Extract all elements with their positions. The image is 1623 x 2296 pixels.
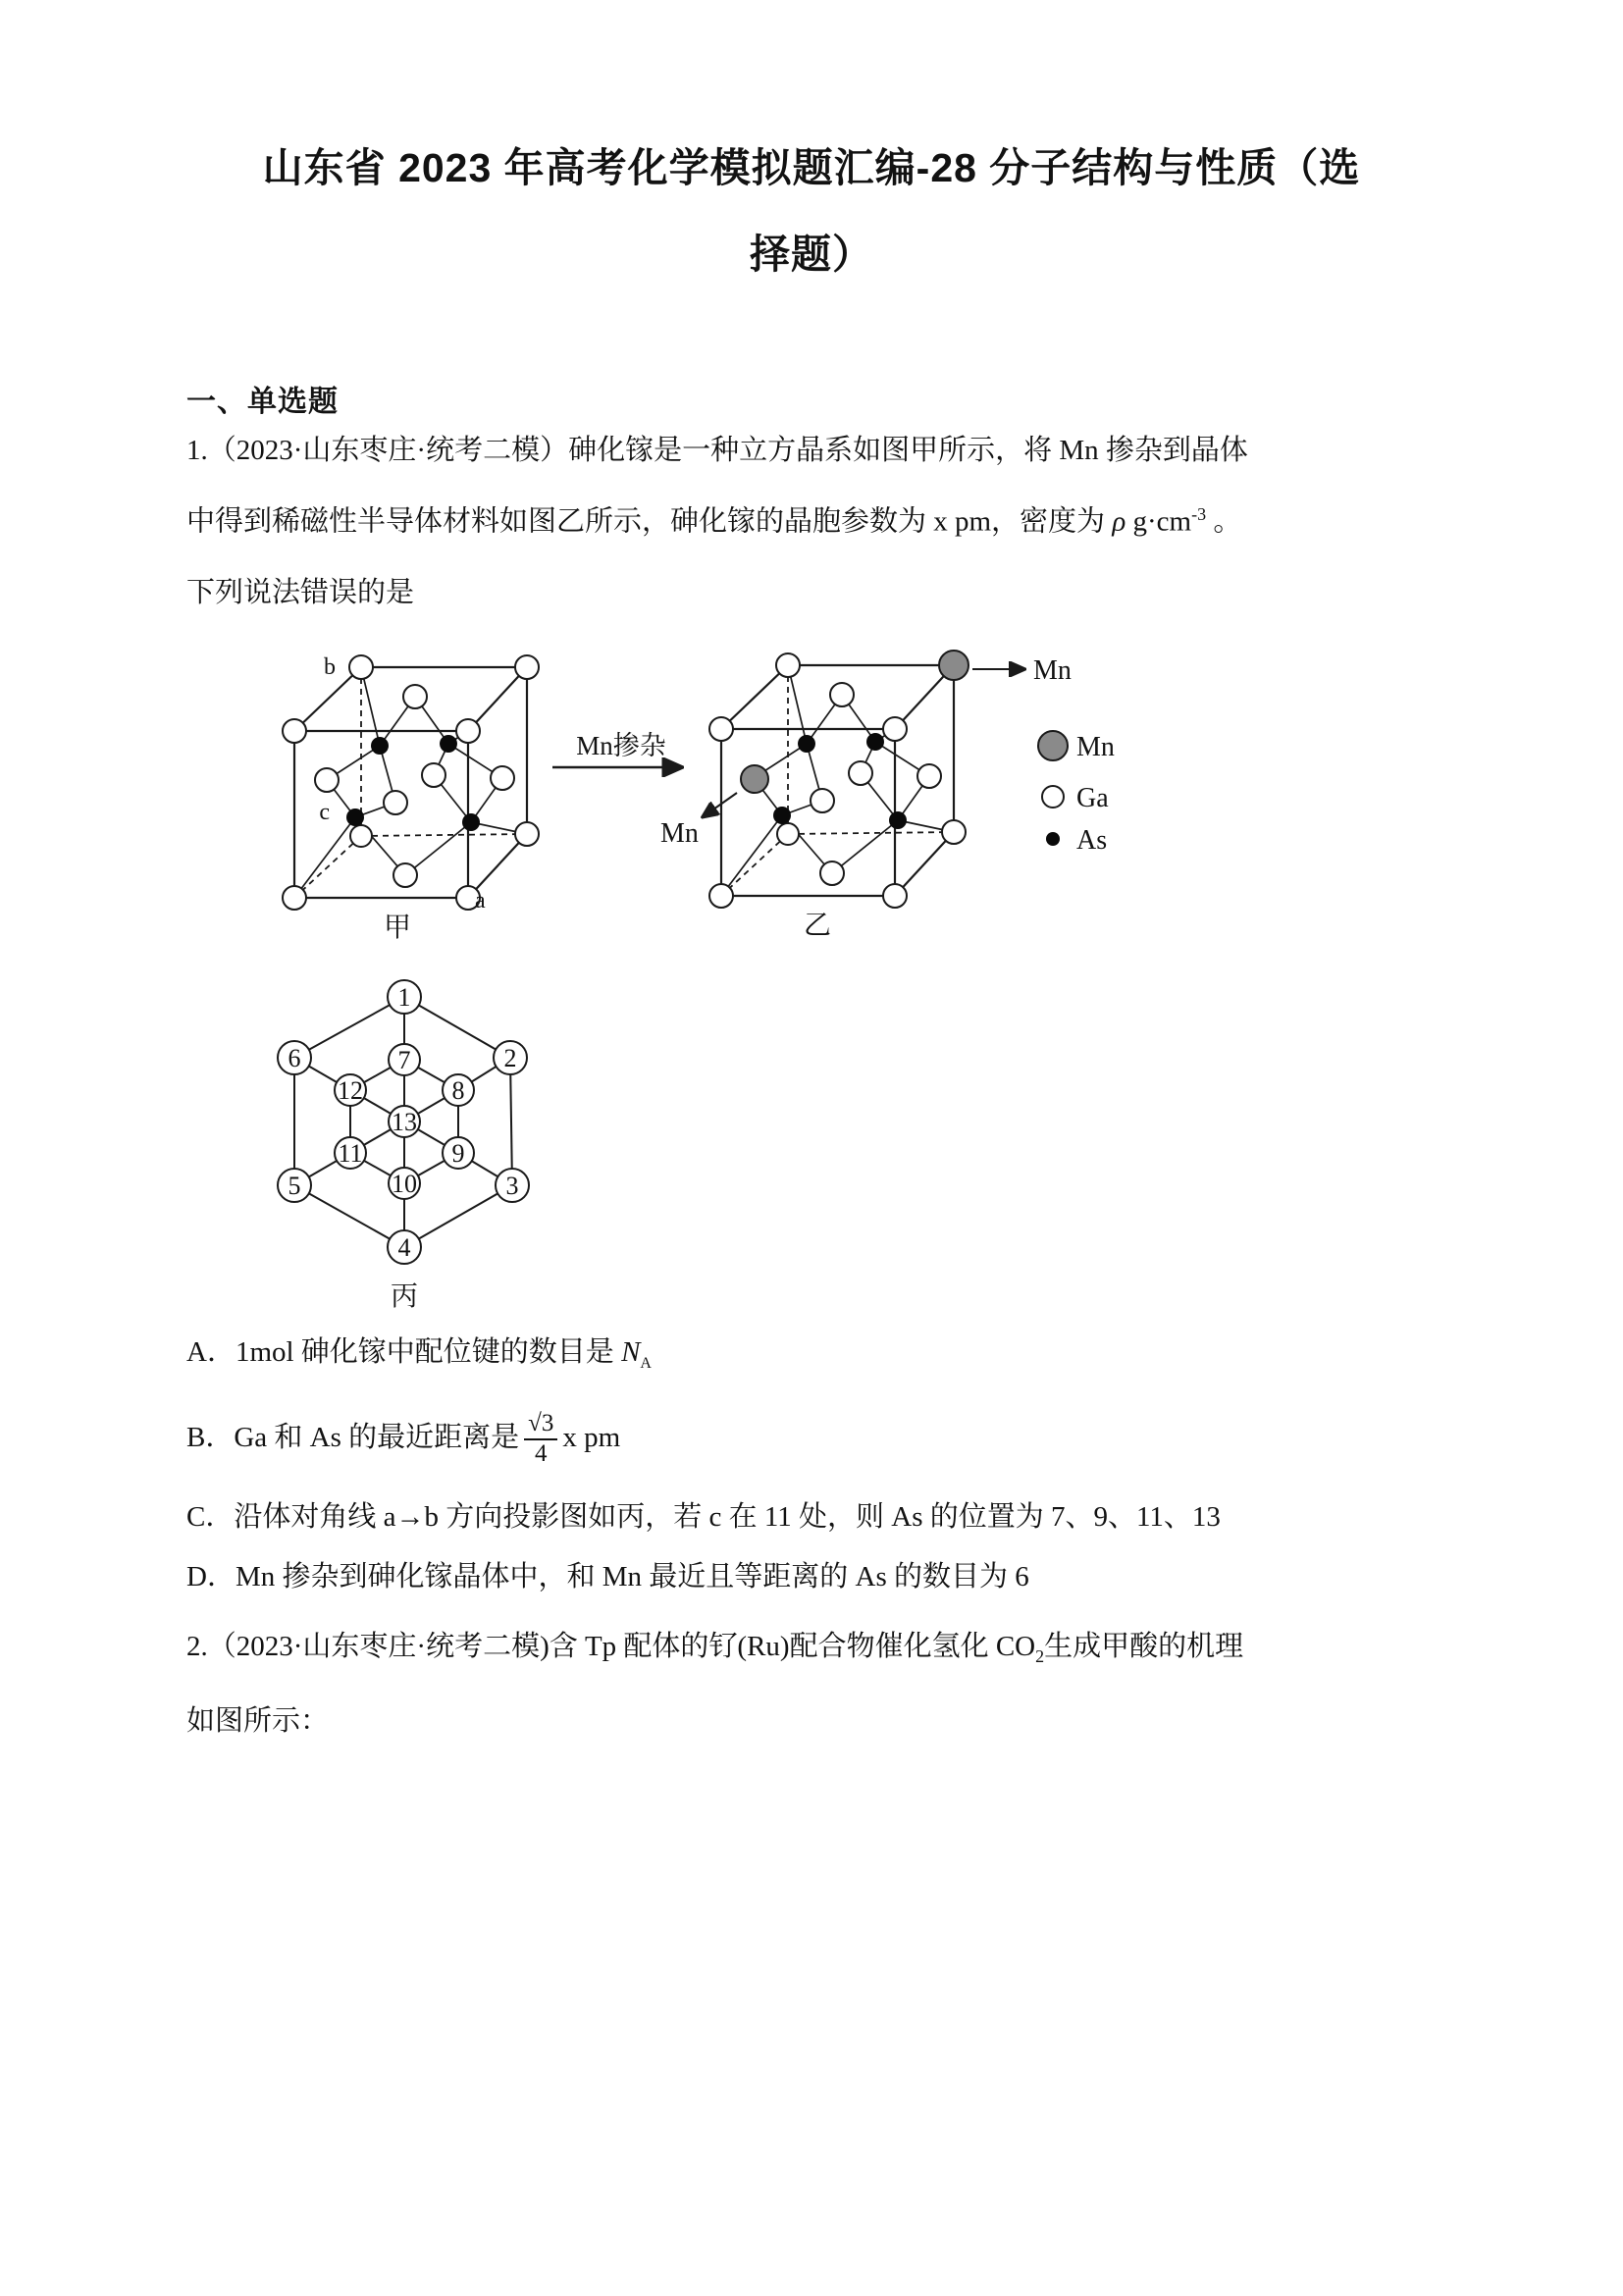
question2-stem-line2: 如图所示： bbox=[186, 1705, 330, 1737]
fraction-numerator: √3 bbox=[524, 1410, 557, 1440]
hex-node-number: 6 bbox=[288, 1044, 301, 1072]
crystal-structure-figure bbox=[182, 633, 1153, 962]
legend-ga-swatch bbox=[1042, 786, 1064, 808]
fraction-denominator: 4 bbox=[535, 1439, 548, 1467]
page-title-line1: 山东省 2023 年高考化学模拟题汇编-28 分子结构与性质（选 bbox=[262, 145, 1361, 190]
legend-mn-label: Mn bbox=[1076, 732, 1115, 762]
figure-legend bbox=[1038, 731, 1115, 856]
density-unit: g·cm bbox=[1126, 505, 1192, 538]
mn-callout-top-label: Mn bbox=[1033, 655, 1072, 686]
axis-label-b: b bbox=[324, 654, 336, 680]
legend-item-mn bbox=[1038, 731, 1115, 762]
question1-stem-line2 bbox=[186, 503, 1241, 541]
cell-label-yi: 乙 bbox=[803, 911, 832, 941]
hex-node-number: 12 bbox=[338, 1076, 363, 1105]
option-a bbox=[186, 1334, 652, 1375]
page-title-line2: 择题） bbox=[750, 232, 873, 277]
mn-atom-corner bbox=[939, 651, 969, 680]
legend-item-as bbox=[1046, 825, 1107, 856]
density-exponent: -3 bbox=[1191, 504, 1207, 524]
option-b bbox=[186, 1403, 620, 1474]
unit-cell-jia bbox=[283, 655, 539, 910]
hex-node-number: 8 bbox=[451, 1076, 465, 1105]
question1-stem-line1: 1.（2023·山东枣庄·统考二模）砷化镓是一种立方晶系如图甲所示，将 Mn 掺杂到晶体 bbox=[186, 435, 1248, 466]
doping-arrow bbox=[552, 731, 680, 767]
question2-text-end: 生成甲酸的机理 bbox=[1044, 1631, 1244, 1662]
option-a-text: A．1mol 砷化镓中配位键的数目是 bbox=[186, 1336, 622, 1368]
legend-item-ga bbox=[1042, 783, 1109, 813]
mn-callout-top bbox=[972, 655, 1072, 686]
projection-figure bbox=[275, 965, 550, 1328]
question1-stem-line3: 下列说法错误的是 bbox=[186, 577, 415, 608]
avogadro-symbol: N bbox=[621, 1336, 641, 1368]
hex-node-number: 7 bbox=[397, 1046, 411, 1074]
question2-stem-line1 bbox=[186, 1629, 1243, 1668]
legend-ga-label: Ga bbox=[1076, 783, 1109, 813]
mn-atom-face bbox=[741, 765, 768, 793]
hex-node-number: 9 bbox=[451, 1139, 465, 1168]
option-c: C．沿体对角线 a→b 方向投影图如丙，若 c 在 11 处，则 As 的位置为 7、9、11、13 bbox=[186, 1501, 1221, 1533]
axis-label-a: a bbox=[475, 888, 486, 913]
legend-as-label: As bbox=[1076, 825, 1108, 856]
mn-callout-left bbox=[660, 793, 737, 849]
stem-line2-period: 。 bbox=[1206, 505, 1242, 538]
fraction-sqrt3-over-4 bbox=[524, 1410, 557, 1467]
stem-line2-text: 中得到稀磁性半导体材料如图乙所示，砷化镓的晶胞参数为 x pm，密度为 bbox=[186, 505, 1113, 538]
mn-callout-left-label: Mn bbox=[660, 818, 699, 849]
projection-label-bing: 丙 bbox=[390, 1281, 419, 1312]
hex-node-number: 10 bbox=[392, 1170, 417, 1198]
section-heading: 一、单选题 bbox=[186, 386, 339, 418]
hex-node-number: 5 bbox=[288, 1172, 301, 1200]
option-b-text: B．Ga 和 As 的最近距离是 bbox=[186, 1422, 520, 1454]
hex-node-number: 4 bbox=[397, 1233, 411, 1262]
legend-mn-swatch bbox=[1038, 731, 1068, 760]
hex-node-number: 1 bbox=[397, 983, 411, 1012]
option-b-unit: x pm bbox=[562, 1422, 621, 1454]
avogadro-subscript: A bbox=[640, 1354, 652, 1372]
axis-label-c: c bbox=[319, 800, 330, 825]
option-d: D．Mn 掺杂到砷化镓晶体中，和 Mn 最近且等距离的 As 的数目为 6 bbox=[186, 1561, 1029, 1592]
hex-node-number: 2 bbox=[503, 1044, 517, 1072]
cell-label-jia: 甲 bbox=[383, 913, 412, 943]
rho-symbol: ρ bbox=[1112, 505, 1126, 538]
question2-text: 2.（2023·山东枣庄·统考二模)含 Tp 配体的钌(Ru)配合物催化氢化 CO bbox=[186, 1631, 1036, 1662]
co2-subscript: 2 bbox=[1035, 1645, 1045, 1666]
hex-node-number: 3 bbox=[505, 1172, 519, 1200]
legend-as-swatch bbox=[1046, 832, 1060, 846]
hex-node-number: 11 bbox=[338, 1139, 363, 1168]
hex-node-number: 13 bbox=[392, 1108, 417, 1136]
doping-arrow-label: Mn掺杂 bbox=[576, 731, 666, 760]
